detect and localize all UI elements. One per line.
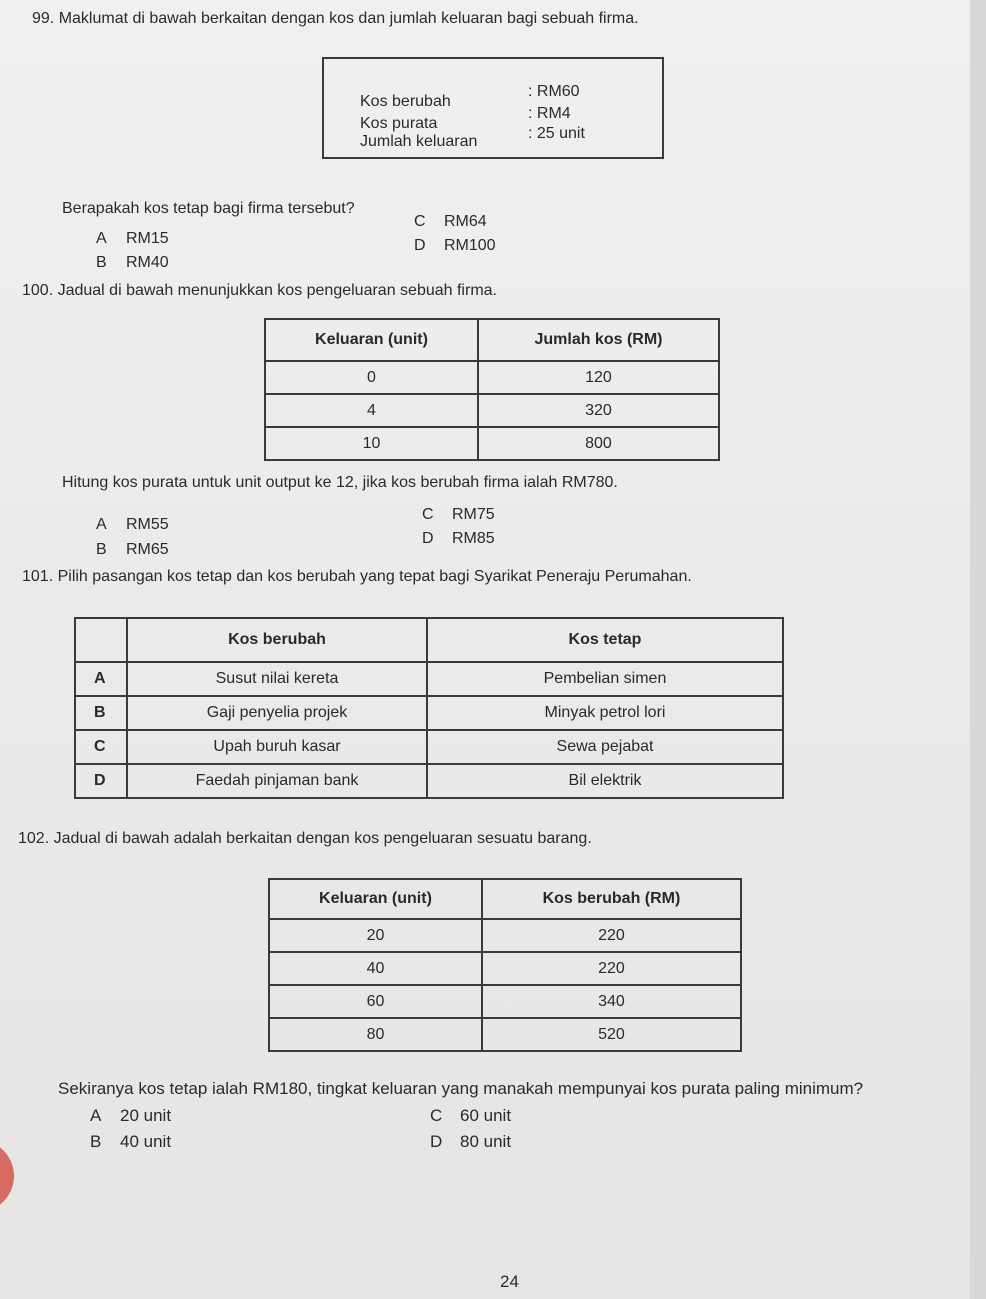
q101-option-letter: A [75,662,127,696]
q101-cell: Pembelian simen [427,662,783,696]
q102-stem: 102. Jadual di bawah adalah berkaitan dengan kos pengeluaran sesuatu barang. [18,830,592,847]
q102-cell: 60 [269,985,482,1018]
table-row[interactable] [75,662,783,696]
q99-info-label-3: Jumlah keluaran [360,133,478,150]
page-edge [970,0,986,1299]
q99-info-value-1: : RM60 [528,83,580,100]
table-row [265,361,719,394]
page-number: 24 [500,1272,519,1291]
q101-cell: Sewa pejabat [427,730,783,764]
q99-info-value-2: : RM4 [528,105,571,122]
q101-cell: Upah buruh kasar [127,730,427,764]
table-row[interactable] [75,764,783,798]
table-row [265,427,719,460]
q101-cell: Minyak petrol lori [427,696,783,730]
q100-header-output: Keluaran (unit) [265,319,478,361]
table-row[interactable] [75,730,783,764]
q100-option-c[interactable]: C RM75 [422,506,495,523]
q102-cell: 220 [482,952,741,985]
q101-option-letter: C [75,730,127,764]
q100-option-a[interactable]: A RM55 [96,516,169,533]
q101-header-variable-cost: Kos berubah [127,618,427,662]
q99-info-box [322,57,664,159]
q99-option-c[interactable]: C RM64 [414,213,487,230]
q100-option-d[interactable]: D RM85 [422,530,495,547]
q99-option-b[interactable]: B RM40 [96,254,169,271]
q100-stem: 100. Jadual di bawah menunjukkan kos pengeluaran sebuah firma. [22,282,497,299]
q101-header-blank [75,618,127,662]
q100-cell: 320 [478,394,719,427]
red-tab-marker [0,1140,14,1212]
table-row [269,919,741,952]
q99-option-d[interactable]: D RM100 [414,237,496,254]
q99-info-value-3: : 25 unit [528,125,585,142]
q100-header-total-cost: Jumlah kos (RM) [478,319,719,361]
q102-option-d[interactable]: D 80 unit [430,1132,512,1151]
q102-table [268,878,742,1052]
q102-cell: 220 [482,919,741,952]
q100-option-b[interactable]: B RM65 [96,541,169,558]
q102-cell: 20 [269,919,482,952]
table-row [269,1018,741,1051]
q100-cell: 800 [478,427,719,460]
q102-option-c[interactable]: C 60 unit [430,1106,512,1125]
table-row [265,394,719,427]
q101-option-letter: D [75,764,127,798]
q99-stem: 99. Maklumat di bawah berkaitan dengan kos dan jumlah keluaran bagi sebuah firma. [32,10,639,27]
table-row[interactable] [75,696,783,730]
q101-table [74,617,784,799]
q102-cell: 340 [482,985,741,1018]
q100-cell: 10 [265,427,478,460]
q99-option-a[interactable]: A RM15 [96,230,169,247]
q101-cell: Susut nilai kereta [127,662,427,696]
q100-cell: 0 [265,361,478,394]
q101-cell: Gaji penyelia projek [127,696,427,730]
q102-option-a[interactable]: A 20 unit [90,1106,172,1125]
q102-header-variable-cost: Kos berubah (RM) [482,879,741,919]
q102-option-b[interactable]: B 40 unit [90,1132,172,1151]
q101-cell: Faedah pinjaman bank [127,764,427,798]
q101-stem: 101. Pilih pasangan kos tetap dan kos berubah yang tepat bagi Syarikat Peneraju Perumahan. [22,568,692,585]
q99-info-label-1: Kos berubah [360,93,451,110]
q99-question: Berapakah kos tetap bagi firma tersebut? [62,200,355,217]
q102-cell: 520 [482,1018,741,1051]
q101-option-letter: B [75,696,127,730]
q101-cell: Bil elektrik [427,764,783,798]
q100-cell: 4 [265,394,478,427]
q100-question: Hitung kos purata untuk unit output ke 12, jika kos berubah firma ialah RM780. [62,474,618,491]
q101-header-fixed-cost: Kos tetap [427,618,783,662]
q102-cell: 80 [269,1018,482,1051]
table-row [269,952,741,985]
q102-header-output: Keluaran (unit) [269,879,482,919]
q100-cell: 120 [478,361,719,394]
q102-question: Sekiranya kos tetap ialah RM180, tingkat keluaran yang manakah mempunyai kos purata paling minimum? [58,1079,864,1098]
q102-cell: 40 [269,952,482,985]
q100-table [264,318,720,461]
q99-info-label-2: Kos purata [360,115,438,132]
table-row [269,985,741,1018]
